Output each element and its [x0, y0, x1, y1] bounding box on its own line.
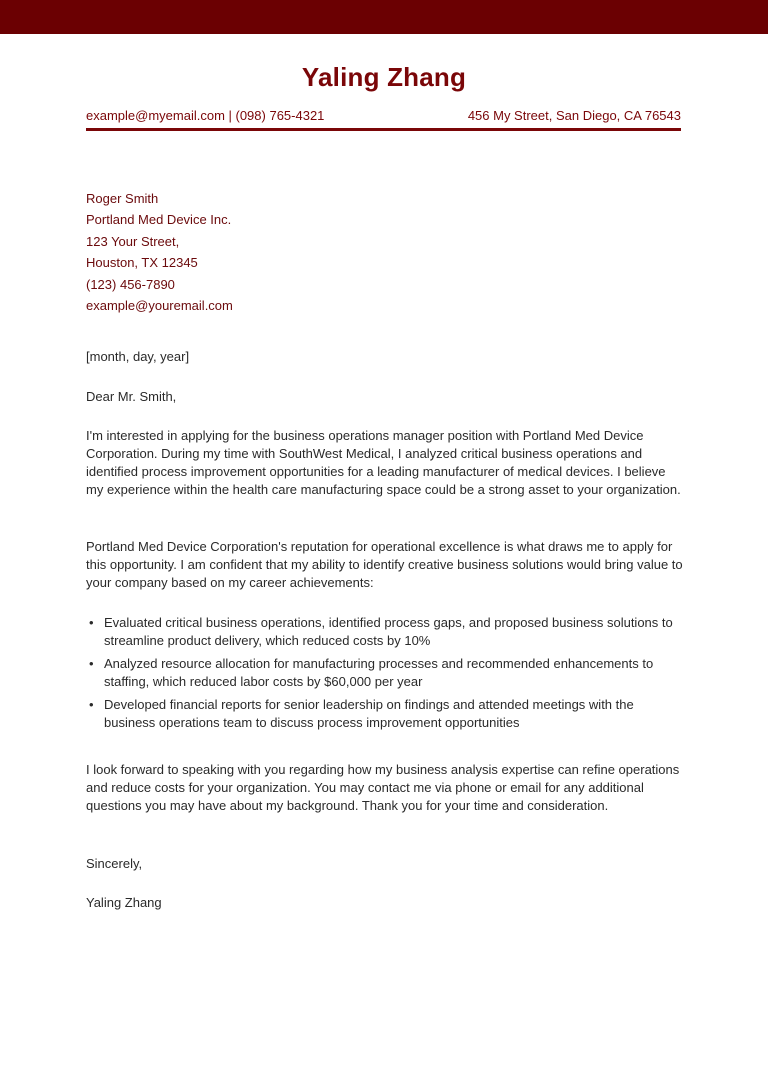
street-address: 456 My Street, San Diego, CA 76543 — [467, 108, 681, 123]
recipient-block — [86, 190, 233, 318]
list-item — [86, 696, 686, 732]
list-item-text: Developed financial reports for senior leadership on findings and attended meetings with the business operations team to discuss process improvement opportunities — [104, 697, 634, 730]
list-item — [86, 655, 686, 691]
contact-info-row — [86, 108, 681, 126]
recipient-company: Portland Med Device Inc. — [86, 212, 232, 228]
email-phone: example@myemail.com | (098) 765-4321 — [86, 108, 325, 123]
salutation: Dear Mr. Smith, — [86, 389, 177, 404]
closing: Sincerely, — [86, 856, 143, 871]
applicant-name: Yaling Zhang — [301, 62, 467, 92]
list-item-text: Analyzed resource allocation for manufacturing processes and recommended enhancements to staffing, which reduced labor costs by $60,000 per year — [104, 656, 654, 689]
bullet-icon: • — [89, 656, 94, 671]
recipient-email: example@youremail.com — [86, 297, 233, 313]
recipient-city: Houston, TX 12345 — [86, 255, 198, 271]
bullet-icon: • — [89, 615, 94, 630]
recipient-street: 123 Your Street, — [86, 233, 180, 249]
header-color-band — [0, 0, 768, 34]
recipient-name: Roger Smith — [86, 191, 159, 206]
paragraph-intro: I'm interested in applying for the business operations manager position with Portland Med Device Corporation. During my time with SouthWest Medical, I analyzed critical business operations and identified process improvement opportunities for a leading manufacturer of medical devices. I believe my experience within the health care manufacturing space could be a strong asset to your organization. — [86, 428, 681, 497]
list-item — [86, 614, 686, 650]
list-item-text: Evaluated critical business operations, identified process gaps, and proposed business solutions to streamline product delivery, which reduced costs by 10% — [104, 615, 673, 648]
achievements-list — [86, 614, 686, 737]
bullet-icon: • — [89, 697, 94, 712]
recipient-phone: (123) 456-7890 — [86, 276, 175, 292]
paragraph-closing: I look forward to speaking with you regarding how my business analysis expertise can refine operations and reduce costs for your organization. You may contact me via phone or email for any additional questions you may have about my background. Thank you for your time and consideration. — [86, 762, 680, 813]
letter-date: [month, day, year] — [86, 349, 190, 364]
paragraph-motivation: Portland Med Device Corporation's reputation for operational excellence is what draws me to apply for this opportunity. I am confident that my ability to identify creative business solutions would bring value to your company based on my career achievements: — [86, 539, 683, 590]
signature-name: Yaling Zhang — [86, 895, 162, 910]
header-divider — [86, 128, 681, 131]
